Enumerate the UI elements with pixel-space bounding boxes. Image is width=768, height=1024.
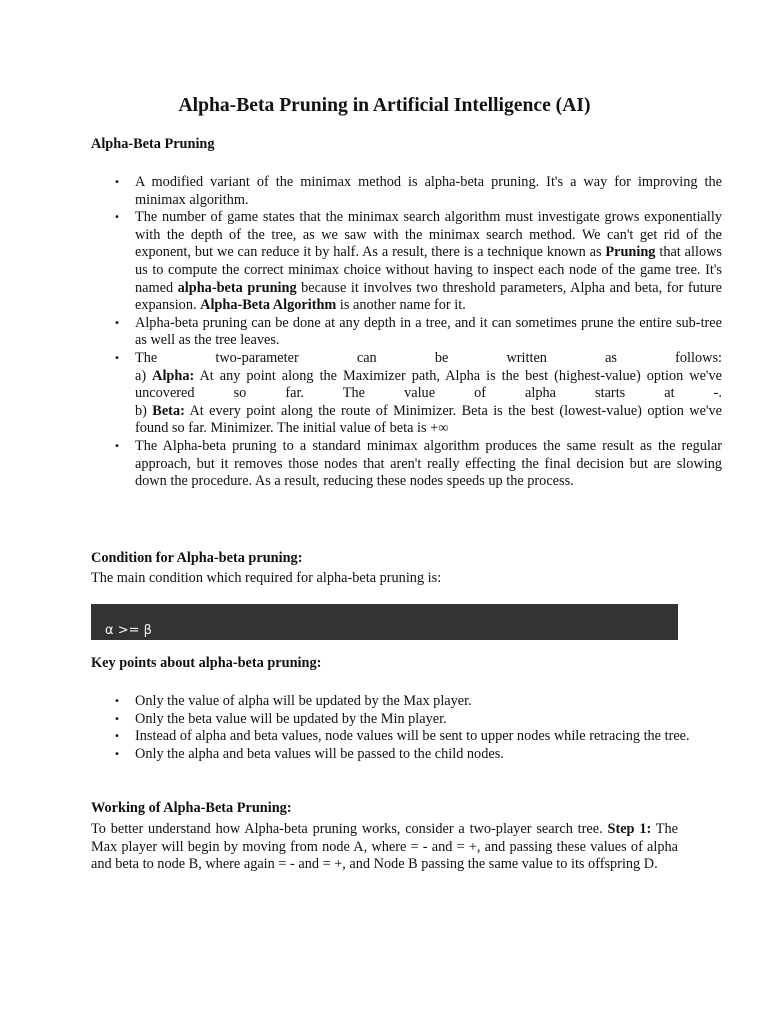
bold-term-alpha-beta-pruning: alpha-beta pruning [177, 279, 297, 296]
formula-code-block [91, 604, 678, 640]
section-heading-key-points: Key points about alpha-beta pruning: [91, 655, 322, 671]
beta-definition: b) Beta: At every point along the route of Minimizer. Beta is the best (lowest-value) option we've found so far. Minimizer. The initial value of beta is +∞ [135, 402, 722, 437]
working-intro: To better understand how Alpha-beta pruning works, consider a two-player search tree. [91, 821, 603, 837]
list-item [135, 693, 722, 711]
alpha-label: Alpha: [152, 367, 195, 384]
list-item [135, 315, 722, 350]
key-point-text: Instead of alpha and beta values, node values will be sent to upper nodes while retracing the tree. [135, 728, 690, 745]
section-heading-condition: Condition for Alpha-beta pruning: [91, 550, 303, 566]
list-item [135, 209, 722, 315]
list-item [135, 350, 722, 438]
page-title: Alpha-Beta Pruning in Artificial Intelligence (AI) [178, 95, 591, 116]
list-item [135, 711, 722, 729]
bullet-text: A modified variant of the minimax method is alpha-beta pruning. It's a way for improving the minimax algorithm. [135, 174, 722, 208]
working-paragraph [91, 821, 678, 874]
bullet-text: that allows us to compute the correct minimax choice without having to inspect each node of the game tree. It's named [135, 244, 722, 296]
section-heading-alpha-beta-pruning: Alpha-Beta Pruning [91, 136, 215, 152]
parameters-intro: • The two-parameter can be written as follows: [135, 349, 722, 366]
key-points-list [91, 693, 722, 763]
step-text: The Max player will begin by moving from node A, where = - and = +, and passing these values of alpha and beta to node B, where again = - and = +, and Node B passing the same value to its offspring D. [91, 821, 679, 873]
step-label: Step 1: [607, 821, 652, 837]
bullet-text: is another name for it. [336, 297, 466, 314]
list-item [135, 174, 722, 209]
bullet-text: Alpha-beta pruning can be done at any depth in a tree, and it can sometimes prune the entire sub-tree as well as the tree leaves. [135, 314, 722, 349]
alpha-definition: a) Alpha: At any point along the Maximizer path, Alpha is the best (highest-value) option we've uncovered so far. The value of alpha starts at -. [135, 367, 722, 402]
intro-bullet-list [91, 174, 722, 491]
condition-text: The main condition which required for alpha-beta pruning is: [91, 570, 442, 586]
bold-term-alpha-beta-algorithm: Alpha-Beta Algorithm [200, 297, 337, 314]
section-heading-working: Working of Alpha-Beta Pruning: [91, 800, 292, 816]
key-point-text: Only the value of alpha will be updated by the Max player. [135, 693, 472, 709]
bullet-text: The Alpha-beta pruning to a standard minimax algorithm produces the same result as the regular approach, but it removes those nodes that aren't really effecting the final decision but are slowing down the procedure. As a result, reducing these nodes speeds up the process. [135, 437, 722, 490]
list-item [135, 728, 722, 746]
key-point-text: Only the alpha and beta values will be passed to the child nodes. [135, 745, 504, 762]
bold-term-pruning: Pruning [605, 244, 656, 261]
list-item [135, 438, 722, 491]
bullet-text: because it involves two threshold parameters, Alpha and beta, for future expansion. [135, 279, 723, 314]
beta-label: Beta: [152, 402, 185, 419]
bullet-text: The number of game states that the minimax search algorithm must investigate grows exponentially with the depth of the tree, as we saw with the minimax search method. We can't get rid of the exponent, but we can reduce it by half. As a result, there is a technique known as [135, 209, 722, 261]
formula-text: α >= β [105, 623, 152, 638]
key-point-text: Only the beta value will be updated by the Min player. [135, 710, 447, 727]
list-item [135, 746, 722, 764]
